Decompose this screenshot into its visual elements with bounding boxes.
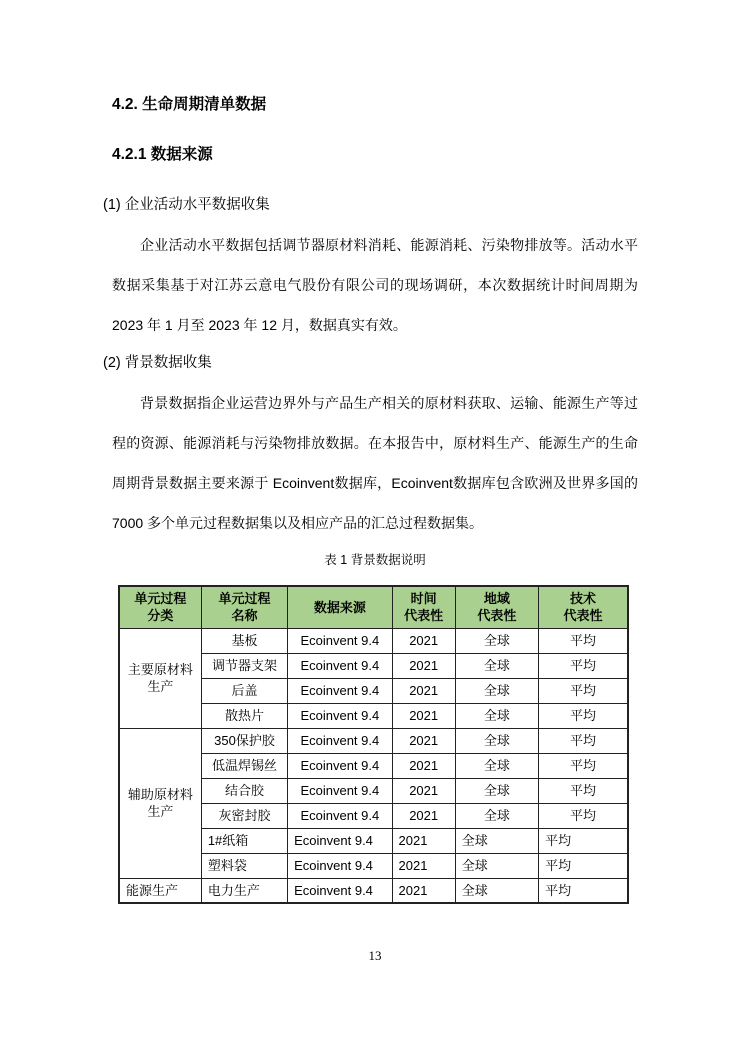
page-number: 13 (368, 948, 382, 963)
cell-region: 全球 (455, 678, 538, 703)
cell-tech: 平均 (539, 778, 628, 803)
cell-source: Ecoinvent 9.4 (288, 853, 392, 878)
table-body (119, 628, 628, 903)
cell-time: 2021 (392, 728, 455, 753)
cell-name: 基板 (201, 628, 287, 653)
cell-time: 2021 (392, 878, 455, 903)
cell-source: Ecoinvent 9.4 (288, 653, 392, 678)
cell-time: 2021 (392, 853, 455, 878)
cell-time: 2021 (392, 753, 455, 778)
cell-source: Ecoinvent 9.4 (288, 728, 392, 753)
cell-region: 全球 (455, 878, 538, 903)
cell-time: 2021 (392, 803, 455, 828)
cell-name: 灰密封胶 (201, 803, 287, 828)
cell-region: 全球 (455, 778, 538, 803)
cell-name: 低温焊锡丝 (201, 753, 287, 778)
column-header: 单元过程 分类 (119, 586, 201, 628)
cell-region: 全球 (455, 703, 538, 728)
cell-region: 全球 (455, 728, 538, 753)
cell-source: Ecoinvent 9.4 (288, 678, 392, 703)
cell-tech: 平均 (539, 803, 628, 828)
cell-source: Ecoinvent 9.4 (288, 753, 392, 778)
category-cell: 能源生产 (119, 878, 201, 903)
cell-source: Ecoinvent 9.4 (288, 878, 392, 903)
cell-name: 结合胶 (201, 778, 287, 803)
cell-tech: 平均 (539, 728, 628, 753)
cell-tech: 平均 (539, 828, 628, 853)
cell-name: 1#纸箱 (201, 828, 287, 853)
cell-time: 2021 (392, 628, 455, 653)
table-row (119, 728, 628, 753)
paragraph-activity-data: 企业活动水平数据包括调节器原材料消耗、能源消耗、污染物排放等。活动水平数据采集基于对江苏云意电气股份有限公司的现场调研，本次数据统计时间周期为 2023 年 1 月至 2023 年 12 月，数据真实有效。 (112, 237, 638, 333)
cell-source: Ecoinvent 9.4 (288, 828, 392, 853)
cell-name: 散热片 (201, 703, 287, 728)
cell-name: 350保护胶 (201, 728, 287, 753)
cell-name: 调节器支架 (201, 653, 287, 678)
table-header-row (119, 586, 628, 628)
cell-source: Ecoinvent 9.4 (288, 703, 392, 728)
cell-region: 全球 (455, 753, 538, 778)
cell-region: 全球 (455, 653, 538, 678)
cell-tech: 平均 (539, 853, 628, 878)
cell-region: 全球 (455, 803, 538, 828)
cell-tech: 平均 (539, 678, 628, 703)
paragraph-background-data: 背景数据指企业运营边界外与产品生产相关的原材料获取、运输、能源生产等过程的资源、能源消耗与污染物排放数据。在本报告中，原材料生产、能源生产的生命周期背景数据主要来源于 Ecoinvent数据库，Ecoinvent数据库包含欧洲及世界多国的 7000 多个单元过程数据集以及相应产品的汇总过程数据集。 (112, 395, 638, 531)
cell-tech: 平均 (539, 703, 628, 728)
item-1-heading: (1) 企业活动水平数据收集 (103, 197, 270, 213)
table-row (119, 628, 628, 653)
cell-time: 2021 (392, 703, 455, 728)
item-2-heading: (2) 背景数据收集 (103, 355, 212, 371)
subsection-heading: 4.2.1 数据来源 (112, 146, 213, 163)
cell-region: 全球 (455, 828, 538, 853)
cell-name: 塑料袋 (201, 853, 287, 878)
cell-name: 后盖 (201, 678, 287, 703)
category-cell: 主要原材料 生产 (119, 628, 201, 728)
section-heading: 4.2. 生命周期清单数据 (112, 96, 267, 113)
cell-tech: 平均 (539, 628, 628, 653)
cell-name: 电力生产 (201, 878, 287, 903)
cell-source: Ecoinvent 9.4 (288, 628, 392, 653)
table-caption: 表 1 背景数据说明 (324, 553, 426, 567)
cell-source: Ecoinvent 9.4 (288, 778, 392, 803)
cell-tech: 平均 (539, 878, 628, 903)
cell-region: 全球 (455, 853, 538, 878)
cell-tech: 平均 (539, 753, 628, 778)
cell-time: 2021 (392, 678, 455, 703)
column-header: 单元过程 名称 (201, 586, 287, 628)
cell-source: Ecoinvent 9.4 (288, 803, 392, 828)
column-header: 数据来源 (288, 586, 392, 628)
cell-tech: 平均 (539, 653, 628, 678)
category-cell: 辅助原材料 生产 (119, 728, 201, 878)
column-header: 时间 代表性 (392, 586, 455, 628)
table-header (119, 586, 628, 628)
cell-time: 2021 (392, 778, 455, 803)
cell-region: 全球 (455, 628, 538, 653)
column-header: 技术 代表性 (539, 586, 628, 628)
cell-time: 2021 (392, 653, 455, 678)
table-row (119, 878, 628, 903)
cell-time: 2021 (392, 828, 455, 853)
background-data-table (118, 585, 629, 904)
column-header: 地域 代表性 (455, 586, 538, 628)
